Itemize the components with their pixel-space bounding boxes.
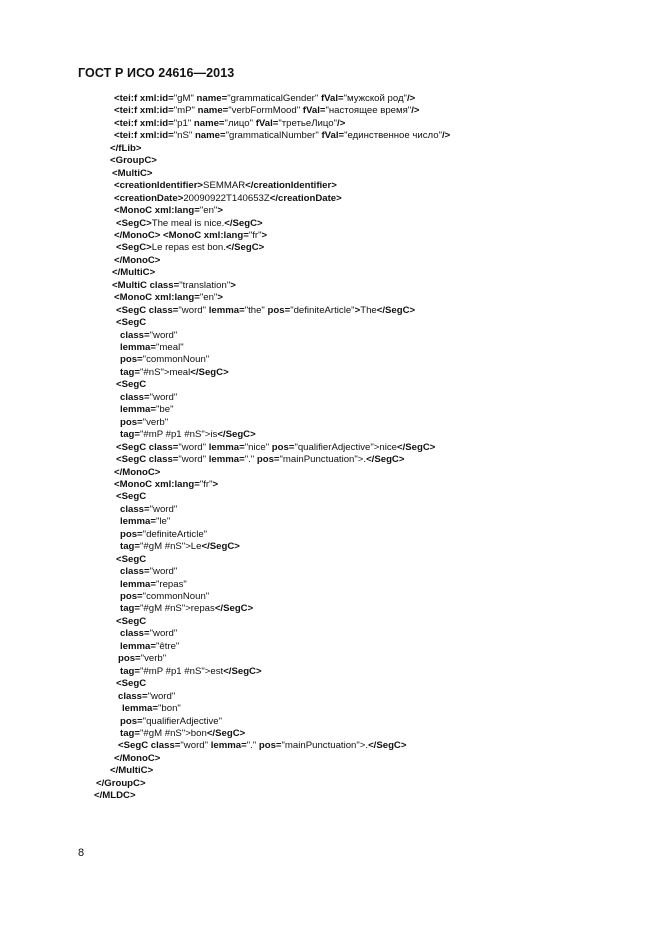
xml-markup: lemma=	[208, 304, 245, 316]
xml-markup: <creationDate>	[114, 192, 184, 204]
xml-markup: class=	[118, 690, 148, 702]
code-line	[120, 641, 179, 653]
code-line	[114, 292, 223, 304]
xml-markup: <MonoC xml:lang=	[114, 292, 200, 304]
xml-markup: pos=	[120, 528, 143, 540]
xml-value: "word"	[149, 628, 178, 640]
xml-value: "nS"	[173, 130, 195, 142]
xml-markup: name=	[196, 93, 228, 104]
xml-markup: lemma=	[120, 404, 156, 416]
xml-markup: pos=	[120, 416, 143, 428]
xml-markup: </creationIdentifier>	[245, 180, 337, 192]
code-line	[112, 267, 155, 279]
xml-value: "translation"	[179, 279, 231, 291]
xml-value: The	[360, 304, 377, 316]
xml-markup: lemma=	[120, 516, 156, 528]
code-line	[114, 479, 218, 491]
xml-markup: </SegC>	[224, 217, 263, 229]
code-line	[120, 728, 245, 740]
xml-value: "qualifierAdjective">nice	[294, 441, 397, 453]
xml-value: "word"	[149, 391, 178, 403]
code-line	[120, 367, 229, 379]
code-line	[114, 180, 337, 192]
xml-markup: >	[212, 478, 219, 490]
xml-markup: </SegC>	[366, 454, 405, 466]
xml-value: "verb"	[140, 653, 167, 665]
xml-markup: fVal=	[321, 130, 345, 142]
xml-value: "word"	[178, 304, 209, 316]
xml-markup: <SegC	[116, 491, 147, 503]
xml-markup: pos=	[118, 653, 141, 665]
xml-value: "verbFormMood"	[228, 105, 303, 117]
code-line	[114, 255, 160, 267]
code-line	[122, 703, 181, 715]
xml-markup: lemma=	[120, 640, 156, 652]
xml-markup: </MonoC>	[114, 752, 161, 764]
xml-value: 20090922T140653Z	[183, 192, 270, 204]
xml-markup: >	[261, 229, 268, 241]
document-header: ГОСТ Р ИСО 24616—2013	[78, 66, 235, 80]
xml-markup: <SegC	[116, 317, 147, 329]
code-line	[118, 740, 406, 752]
code-line	[120, 342, 184, 354]
code-line	[116, 317, 146, 329]
code-line	[114, 205, 223, 217]
xml-markup: >	[217, 292, 223, 304]
code-line	[114, 193, 342, 205]
xml-value: "grammaticalGender"	[227, 93, 321, 104]
xml-value: "лицо"	[224, 117, 256, 129]
xml-markup: class=	[120, 566, 150, 578]
xml-value: "definiteArticle"	[142, 528, 208, 540]
xml-markup: <SegC class=	[118, 740, 181, 752]
code-line	[110, 765, 153, 777]
xml-value: "le"	[156, 516, 171, 528]
xml-markup: name=	[194, 130, 226, 142]
xml-value: "en"	[199, 292, 218, 304]
xml-markup: fVal=	[320, 93, 344, 104]
xml-markup: <SegC>	[116, 242, 152, 254]
xml-markup: class=	[120, 503, 150, 515]
xml-markup: </fLib>	[110, 142, 142, 154]
xml-markup: <creationIdentifier>	[114, 180, 204, 192]
code-line	[114, 467, 160, 479]
xml-markup: <tei:f xml:id=	[114, 117, 174, 129]
xml-markup: <SegC class=	[116, 441, 179, 453]
code-line	[94, 790, 136, 802]
xml-value: "настоящее время"	[325, 105, 412, 117]
xml-markup: tag=	[120, 429, 140, 441]
xml-value: "word"	[147, 690, 176, 702]
xml-markup: </MonoC> <MonoC xml:lang=	[114, 229, 249, 241]
xml-markup: tag=	[120, 541, 140, 553]
xml-markup: fVal=	[255, 117, 279, 129]
code-line	[112, 280, 236, 292]
xml-markup: <tei:f xml:id=	[114, 105, 174, 117]
xml-markup: <SegC	[116, 379, 147, 391]
code-line	[120, 392, 177, 404]
xml-markup: </SegC>	[190, 366, 229, 378]
xml-value: "commonNoun"	[142, 591, 210, 602]
xml-markup: </SegC>	[368, 740, 407, 752]
code-line	[120, 566, 177, 578]
xml-markup: </MonoC>	[114, 466, 161, 478]
xml-markup: >	[354, 304, 361, 316]
xml-markup: </SegC>	[376, 304, 416, 316]
xml-markup: lemma=	[120, 342, 156, 353]
xml-markup: tag=	[120, 665, 140, 677]
xml-value: "word"	[180, 740, 211, 752]
code-line	[110, 143, 141, 155]
xml-value: "word"	[149, 503, 178, 515]
code-line	[116, 242, 264, 254]
code-line	[120, 541, 240, 553]
xml-markup: </SegC>	[201, 541, 240, 553]
code-line	[118, 653, 166, 665]
code-line	[120, 666, 262, 678]
code-line	[116, 554, 146, 566]
code-line	[114, 118, 345, 130]
xml-value: "en"	[199, 205, 218, 217]
xml-value: "#gM #nS">repas	[140, 603, 215, 615]
xml-value: "bon"	[158, 703, 181, 715]
xml-value: "#gM #nS">Le	[140, 541, 202, 553]
xml-markup: >	[217, 205, 223, 217]
xml-markup: <GroupC>	[110, 155, 157, 167]
xml-value: "definiteArticle"	[290, 304, 355, 316]
code-line	[116, 379, 146, 391]
code-line	[116, 442, 435, 454]
xml-markup: lemma=	[120, 578, 156, 590]
xml-markup: <SegC	[116, 615, 147, 627]
xml-markup: pos=	[256, 454, 280, 466]
xml-value: "word"	[178, 454, 209, 466]
code-line	[120, 603, 253, 615]
xml-value: "мужской род"	[343, 93, 407, 104]
xml-markup: </GroupC>	[96, 777, 146, 789]
page-number: 8	[78, 847, 85, 859]
xml-value: "qualifierAdjective"	[142, 715, 223, 727]
xml-value: "#gM #nS">bon	[140, 727, 207, 739]
xml-value: "#mP #p1 #nS">is	[140, 429, 218, 441]
xml-value: Le repas est bon.	[151, 242, 226, 254]
xml-markup: <SegC	[116, 678, 147, 690]
xml-value: "."	[244, 454, 257, 466]
xml-markup: </MonoC>	[114, 254, 161, 266]
xml-markup: </SegC>	[396, 441, 436, 453]
xml-markup: />	[337, 117, 346, 129]
xml-markup: lemma=	[208, 454, 245, 466]
xml-markup: />	[411, 105, 420, 117]
xml-markup: </SegC>	[214, 603, 254, 615]
xml-markup: <MonoC xml:lang=	[114, 478, 200, 490]
xml-value: "commonNoun"	[142, 354, 210, 366]
xml-markup: pos=	[258, 740, 282, 752]
code-line	[114, 105, 420, 117]
xml-markup: pos=	[271, 441, 295, 453]
xml-markup: class=	[120, 391, 150, 403]
xml-markup: pos=	[120, 715, 143, 727]
xml-markup: <MonoC xml:lang=	[114, 205, 200, 217]
xml-value: "#mP #p1 #nS">est	[140, 665, 224, 677]
code-line	[120, 516, 170, 528]
xml-markup: pos=	[120, 591, 143, 602]
xml-value: "repas"	[156, 578, 187, 590]
xml-markup: </SegC>	[206, 727, 246, 739]
xml-markup: <MultiC>	[112, 167, 153, 179]
xml-value: "grammaticalNumber"	[225, 130, 322, 142]
code-line	[116, 678, 146, 690]
xml-markup: <MultiC class=	[112, 279, 180, 291]
code-line	[120, 354, 209, 366]
code-line	[120, 404, 173, 416]
xml-value: "nice"	[244, 441, 272, 453]
xml-value: "be"	[156, 404, 174, 416]
code-line	[116, 491, 146, 503]
xml-markup: lemma=	[210, 740, 247, 752]
xml-value: "единственное число"	[344, 130, 442, 142]
xml-markup: <tei:f xml:id=	[114, 93, 174, 104]
xml-value: "mP"	[173, 105, 198, 117]
xml-markup: tag=	[120, 727, 140, 739]
xml-value: "word"	[178, 441, 209, 453]
xml-value: "fr"	[199, 478, 213, 490]
xml-markup: <tei:f xml:id=	[114, 130, 174, 142]
xml-markup: >	[230, 279, 236, 291]
xml-value: "mainPunctuation">.	[279, 454, 367, 466]
code-line	[116, 305, 415, 317]
xml-markup: <SegC class=	[116, 454, 179, 466]
code-line	[114, 753, 160, 765]
xml-markup: fVal=	[302, 105, 326, 117]
code-line	[118, 691, 175, 703]
xml-value: "meal"	[156, 342, 184, 353]
xml-markup: </SegC>	[223, 665, 262, 677]
xml-value: "word"	[149, 566, 178, 578]
xml-markup: class=	[120, 329, 150, 341]
code-line	[116, 218, 263, 230]
code-line	[120, 504, 177, 516]
xml-markup: class=	[120, 628, 150, 640]
code-line	[120, 628, 177, 640]
code-line	[114, 93, 415, 105]
code-line	[120, 579, 187, 591]
xml-value: "the"	[244, 304, 268, 316]
xml-markup: />	[406, 93, 416, 104]
xml-markup: pos=	[267, 304, 291, 316]
xml-markup: <SegC	[116, 553, 147, 565]
xml-markup: pos=	[120, 354, 143, 366]
xml-value: "gM"	[173, 93, 197, 104]
code-line	[120, 529, 207, 541]
xml-markup: name=	[197, 105, 229, 117]
xml-value: The meal is nice.	[151, 217, 225, 229]
xml-value: "#nS">meal	[140, 366, 191, 378]
code-line	[116, 454, 404, 466]
xml-value: "третьеЛицо"	[278, 117, 338, 129]
code-line	[120, 330, 177, 342]
xml-value: "p1"	[173, 117, 194, 129]
xml-value: "mainPunctuation">.	[281, 740, 369, 752]
xml-value: "word"	[149, 329, 178, 341]
xml-value: "verb"	[142, 416, 169, 428]
xml-value: SEMMAR	[203, 180, 246, 192]
xml-value: "."	[246, 740, 259, 752]
code-line	[120, 716, 222, 728]
code-line	[110, 155, 157, 167]
code-line	[116, 616, 146, 628]
xml-markup: </SegC>	[217, 429, 256, 441]
xml-markup: <SegC>	[116, 217, 152, 229]
xml-markup: </SegC>	[225, 242, 265, 254]
code-line	[114, 130, 450, 142]
code-line	[120, 591, 209, 603]
xml-markup: lemma=	[208, 441, 245, 453]
xml-value: "être"	[156, 640, 180, 652]
code-line	[112, 168, 153, 180]
xml-value: "fr"	[248, 229, 262, 241]
xml-markup: tag=	[120, 366, 140, 378]
code-line	[120, 429, 256, 441]
xml-markup: </MultiC>	[112, 267, 156, 279]
xml-markup: lemma=	[122, 703, 158, 715]
xml-markup: name=	[193, 117, 225, 129]
xml-markup: />	[441, 130, 451, 142]
xml-markup: </creationDate>	[269, 192, 342, 204]
xml-markup: tag=	[120, 603, 140, 615]
code-line	[120, 417, 168, 429]
xml-markup: <SegC class=	[116, 304, 179, 316]
code-line	[96, 778, 146, 790]
code-line	[114, 230, 267, 242]
xml-markup: </MultiC>	[110, 765, 154, 777]
xml-markup: </MLDC>	[94, 790, 136, 802]
